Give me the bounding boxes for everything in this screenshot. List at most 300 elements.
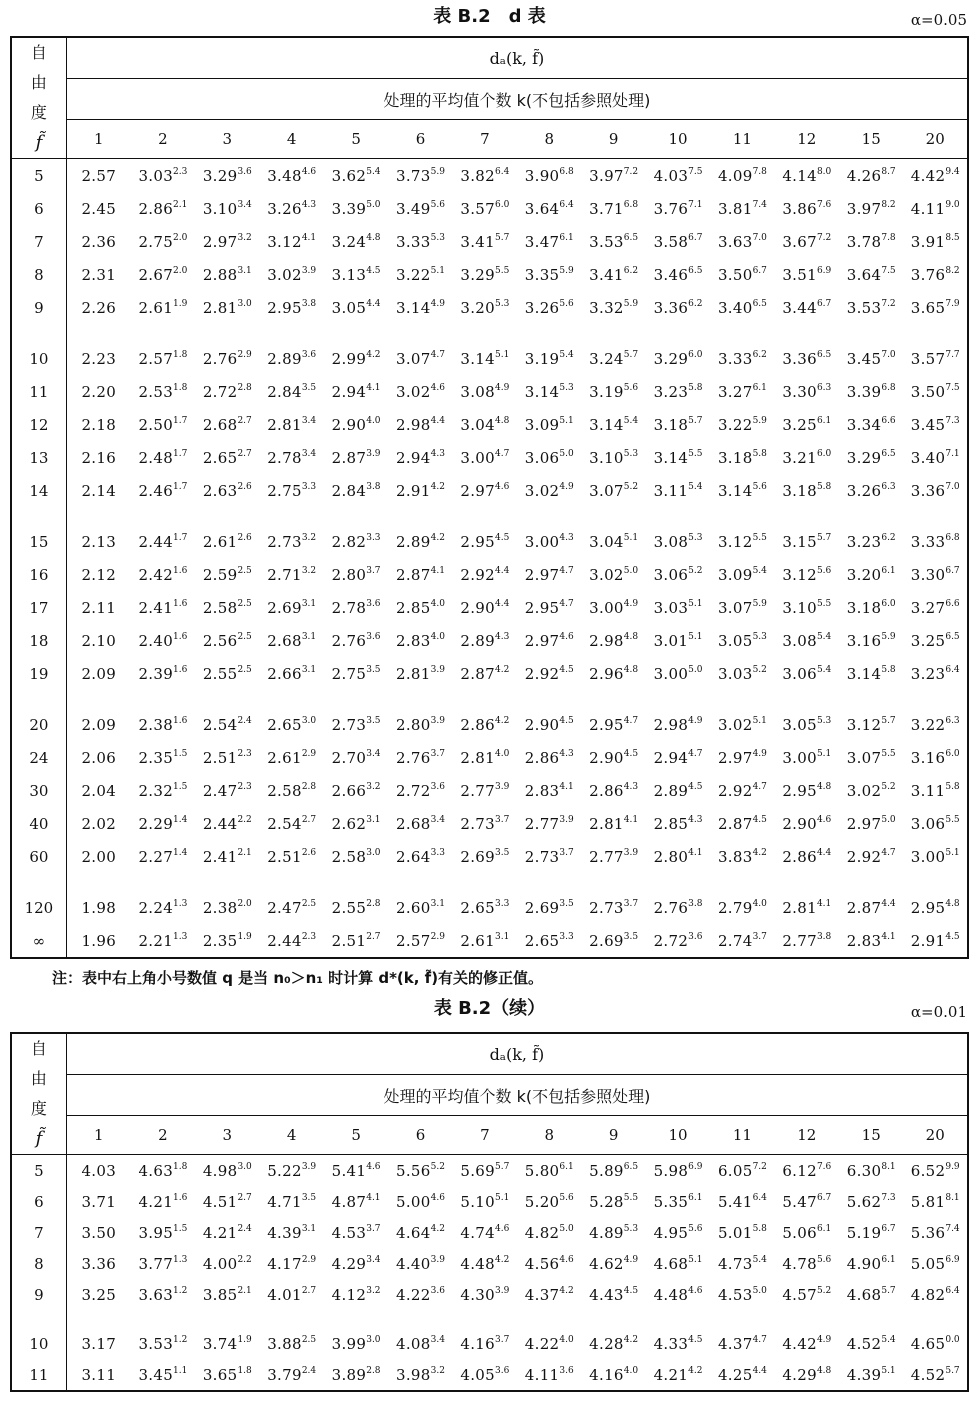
value-number: 3.77 — [138, 1254, 174, 1273]
correction-q: 4.6 — [495, 481, 510, 492]
correction-q: 4.9 — [688, 715, 703, 726]
value-cell — [517, 192, 581, 225]
correction-q: 7.5 — [881, 265, 896, 276]
correction-q: 5.4 — [623, 415, 639, 426]
value-cell — [453, 1217, 517, 1248]
value-number: 3.33 — [910, 532, 946, 551]
value-number: 2.95 — [910, 898, 946, 917]
value-cell — [839, 1359, 903, 1391]
correction-q: 6.4 — [752, 1192, 767, 1203]
value-number: 4.11 — [910, 199, 946, 218]
correction-q: 1.9 — [237, 931, 252, 942]
table2 — [10, 1032, 969, 1392]
value-number: 3.10 — [782, 598, 817, 617]
value-cell — [324, 258, 388, 291]
value-cell — [324, 441, 388, 474]
value-number: 2.80 — [331, 565, 367, 584]
table-row — [11, 474, 968, 507]
correction-q: 4.0 — [430, 631, 445, 642]
value-cell — [517, 1359, 581, 1391]
value-cell — [388, 1279, 452, 1310]
value-cell — [581, 840, 645, 873]
value-cell — [131, 1359, 195, 1391]
correction-q: 3.4 — [366, 748, 381, 759]
correction-q: 1.5 — [173, 781, 188, 792]
correction-q: 3.2 — [430, 1365, 445, 1376]
value-cell — [517, 1217, 581, 1248]
correction-q: 7.3 — [881, 1192, 896, 1203]
correction-q: 5.1 — [816, 748, 832, 759]
correction-q: 6.8 — [623, 199, 639, 210]
value-number: 2.68 — [267, 631, 302, 650]
value-cell — [839, 807, 903, 840]
correction-q: 7.8 — [752, 166, 767, 177]
row-label-f: 20 — [11, 708, 66, 741]
correction-q: 4.2 — [430, 1223, 445, 1234]
value-cell — [517, 807, 581, 840]
value-number: 2.61 — [202, 532, 238, 551]
row-label-f: 5 — [11, 159, 66, 193]
value-cell — [195, 840, 259, 873]
correction-q: 6.5 — [623, 1161, 639, 1172]
correction-q: 5.9 — [752, 415, 767, 426]
value-number: 3.18 — [782, 481, 817, 500]
correction-q: 2.5 — [237, 664, 252, 675]
table2-row-header-line: 度 — [30, 1099, 47, 1118]
value-number: 2.16 — [81, 448, 117, 467]
value-cell — [839, 375, 903, 408]
correction-q: 3.7 — [430, 748, 445, 759]
correction-q: 4.6 — [559, 1254, 574, 1265]
value-number: 3.14 — [589, 415, 624, 434]
value-number: 3.45 — [910, 415, 946, 434]
value-number: 5.28 — [589, 1192, 624, 1211]
value-cell — [66, 342, 130, 375]
table1-alpha: α=0.05 — [910, 11, 967, 29]
value-number: 3.76 — [653, 199, 689, 218]
correction-q: 4.0 — [366, 415, 381, 426]
correction-q: 3.9 — [430, 1254, 445, 1265]
correction-q: 3.2 — [366, 781, 381, 792]
value-cell — [131, 558, 195, 591]
correction-q: 1.5 — [173, 748, 188, 759]
value-number: 2.70 — [331, 748, 367, 767]
correction-q: 5.4 — [559, 349, 574, 360]
value-number: 2.73 — [267, 532, 302, 551]
row-label-f: 11 — [11, 375, 66, 408]
correction-q: 5.7 — [881, 715, 896, 726]
correction-q: 4.6 — [430, 382, 445, 393]
value-cell — [195, 1328, 259, 1359]
value-cell — [195, 291, 259, 324]
value-number: 2.73 — [460, 814, 495, 833]
k-header-cell: 5 — [324, 1115, 388, 1154]
correction-q: 1.2 — [173, 1334, 188, 1345]
value-cell — [195, 1279, 259, 1310]
value-cell — [903, 192, 968, 225]
value-cell — [646, 840, 710, 873]
value-number: 2.44 — [138, 532, 174, 551]
row-label-f: 10 — [11, 342, 66, 375]
table1-caption: 表 B.2 d 表 — [433, 6, 546, 27]
value-number: 3.00 — [910, 847, 946, 866]
value-cell — [260, 192, 324, 225]
value-cell — [581, 558, 645, 591]
value-number: 5.62 — [846, 1192, 882, 1211]
value-cell — [581, 408, 645, 441]
value-cell — [839, 657, 903, 690]
value-cell — [388, 525, 452, 558]
correction-q: 6.5 — [816, 349, 832, 360]
value-number: 2.74 — [717, 931, 753, 950]
correction-q: 5.6 — [752, 481, 767, 492]
value-cell — [903, 741, 968, 774]
value-number: 2.65 — [267, 715, 302, 734]
value-cell — [131, 408, 195, 441]
correction-q: 4.9 — [623, 1254, 639, 1265]
table-row — [11, 192, 968, 225]
value-number: 2.97 — [846, 814, 882, 833]
value-number: 2.83 — [846, 931, 882, 950]
correction-q: 4.2 — [559, 1285, 574, 1296]
k-header-cell: 7 — [453, 1115, 517, 1154]
table1-row-header — [11, 37, 66, 159]
value-number: 3.34 — [846, 415, 882, 434]
correction-q: 2.8 — [301, 781, 317, 792]
value-number: 3.64 — [846, 265, 882, 284]
value-number: 5.80 — [524, 1161, 560, 1180]
value-cell — [324, 192, 388, 225]
value-cell — [453, 657, 517, 690]
correction-q: 5.7 — [495, 1161, 510, 1172]
value-number: 3.40 — [717, 298, 753, 317]
value-number: 5.35 — [653, 1192, 689, 1211]
value-cell — [260, 1359, 324, 1391]
value-number: 2.97 — [202, 232, 238, 251]
correction-q: 3.6 — [688, 931, 703, 942]
value-number: 2.95 — [589, 715, 624, 734]
value-number: 4.40 — [396, 1254, 431, 1273]
value-number: 3.36 — [910, 481, 946, 500]
value-number: 2.98 — [589, 631, 624, 650]
value-cell — [517, 159, 581, 193]
correction-q: 4.1 — [430, 565, 445, 576]
value-cell — [195, 774, 259, 807]
value-number: 2.06 — [81, 748, 117, 767]
value-cell — [710, 441, 774, 474]
correction-q: 3.2 — [301, 565, 317, 576]
correction-q: 6.1 — [881, 1254, 896, 1265]
value-number: 2.69 — [460, 847, 495, 866]
value-cell — [581, 441, 645, 474]
value-number: 3.14 — [396, 298, 431, 317]
value-number: 2.76 — [653, 898, 689, 917]
correction-q: 5.5 — [945, 814, 960, 825]
value-cell — [775, 525, 839, 558]
spacer-cell — [11, 507, 66, 525]
value-cell — [903, 774, 968, 807]
value-cell — [324, 291, 388, 324]
value-number: 4.68 — [653, 1254, 689, 1273]
correction-q: 2.2 — [237, 1254, 252, 1265]
value-cell — [324, 1248, 388, 1279]
value-number: 2.41 — [138, 598, 174, 617]
correction-q: 2.6 — [301, 847, 317, 858]
value-number: 3.15 — [782, 532, 817, 551]
table1-row-header-line: 度 — [30, 103, 47, 122]
correction-q: 4.9 — [430, 298, 445, 309]
correction-q: 4.4 — [752, 1365, 767, 1376]
correction-q: 6.5 — [623, 232, 639, 243]
correction-q: 3.6 — [366, 631, 381, 642]
row-label-f: 11 — [11, 1359, 66, 1391]
row-label-f: 14 — [11, 474, 66, 507]
value-number: 2.65 — [202, 448, 238, 467]
correction-q: 1.9 — [173, 298, 188, 309]
correction-q: 5.0 — [559, 1223, 574, 1234]
value-number: 3.57 — [460, 199, 495, 218]
correction-q: 2.4 — [301, 1365, 317, 1376]
correction-q: 4.2 — [430, 481, 445, 492]
correction-q: 3.8 — [301, 298, 317, 309]
spacer-cell — [11, 873, 66, 891]
value-number: 2.57 — [396, 931, 431, 950]
value-cell — [839, 441, 903, 474]
value-cell — [581, 1248, 645, 1279]
correction-q: 3.5 — [495, 847, 510, 858]
correction-q: 3.9 — [301, 265, 317, 276]
value-cell — [324, 1217, 388, 1248]
row-label-f: 40 — [11, 807, 66, 840]
value-number: 3.02 — [267, 265, 302, 284]
value-cell — [453, 1359, 517, 1391]
value-cell — [839, 1328, 903, 1359]
value-number: 2.51 — [267, 847, 302, 866]
value-cell — [517, 840, 581, 873]
value-cell — [775, 1186, 839, 1217]
value-number: 2.81 — [460, 748, 495, 767]
value-cell — [131, 1217, 195, 1248]
correction-q: 2.9 — [237, 349, 252, 360]
value-number: 3.63 — [717, 232, 753, 251]
value-number: 3.29 — [846, 448, 882, 467]
group-spacer — [11, 1310, 968, 1328]
correction-q: 6.6 — [945, 598, 960, 609]
value-number: 3.39 — [846, 382, 882, 401]
correction-q: 5.2 — [881, 781, 896, 792]
correction-q: 3.3 — [495, 898, 510, 909]
correction-q: 4.5 — [688, 1334, 703, 1345]
value-number: 3.14 — [653, 448, 689, 467]
value-number: 3.29 — [460, 265, 495, 284]
value-cell — [517, 1186, 581, 1217]
k-header-cell: 8 — [517, 119, 581, 158]
row-label-f: 18 — [11, 624, 66, 657]
value-number: 3.26 — [524, 298, 560, 317]
value-number: 2.38 — [202, 898, 238, 917]
value-number: 5.36 — [910, 1223, 946, 1242]
value-cell — [260, 441, 324, 474]
value-number: 2.69 — [267, 598, 302, 617]
value-number: 3.36 — [81, 1254, 117, 1273]
value-number: 3.91 — [910, 232, 946, 251]
value-number: 3.05 — [782, 715, 817, 734]
value-cell — [388, 840, 452, 873]
k-header-cell: 4 — [260, 1115, 324, 1154]
correction-q: 5.7 — [623, 349, 639, 360]
value-cell — [646, 1186, 710, 1217]
correction-q: 3.9 — [495, 781, 510, 792]
value-number: 4.16 — [460, 1334, 495, 1353]
value-number: 2.18 — [81, 415, 117, 434]
value-number: 4.37 — [524, 1285, 560, 1304]
value-cell — [517, 225, 581, 258]
correction-q: 5.9 — [752, 598, 767, 609]
table1-row-header-f: f̃ — [35, 132, 43, 153]
value-number: 2.61 — [267, 748, 302, 767]
value-number: 2.81 — [267, 415, 302, 434]
value-cell — [66, 408, 130, 441]
value-cell — [775, 408, 839, 441]
value-number: 2.96 — [589, 664, 624, 683]
value-cell — [131, 1248, 195, 1279]
value-number: 3.07 — [846, 748, 882, 767]
correction-q: 6.3 — [945, 715, 960, 726]
value-number: 3.36 — [653, 298, 689, 317]
value-number: 4.63 — [138, 1161, 174, 1180]
correction-q: 4.5 — [688, 781, 703, 792]
table-row — [11, 1279, 968, 1310]
value-cell — [260, 840, 324, 873]
value-number: 2.35 — [202, 931, 238, 950]
correction-q: 6.2 — [623, 265, 639, 276]
value-cell — [195, 225, 259, 258]
correction-q: 5.3 — [559, 382, 574, 393]
value-number: 3.90 — [524, 166, 560, 185]
value-number: 2.58 — [267, 781, 302, 800]
value-cell — [517, 258, 581, 291]
value-number: 3.30 — [782, 382, 817, 401]
correction-q: 7.0 — [752, 232, 767, 243]
value-cell — [195, 624, 259, 657]
value-number: 3.24 — [589, 349, 624, 368]
value-number: 3.08 — [460, 382, 495, 401]
value-number: 2.68 — [396, 814, 431, 833]
value-cell — [324, 408, 388, 441]
value-number: 2.80 — [396, 715, 431, 734]
value-cell — [388, 258, 452, 291]
correction-q: 7.4 — [945, 1223, 960, 1234]
value-cell — [195, 441, 259, 474]
value-cell — [646, 1217, 710, 1248]
correction-q: 6.5 — [881, 448, 896, 459]
correction-q: 4.8 — [945, 898, 960, 909]
value-cell — [195, 1248, 259, 1279]
value-number: 2.31 — [81, 265, 117, 284]
value-number: 2.57 — [138, 349, 174, 368]
value-number: 6.12 — [782, 1161, 817, 1180]
correction-q: 7.7 — [945, 349, 960, 360]
correction-q: 5.1 — [623, 532, 639, 543]
value-number: 3.82 — [460, 166, 495, 185]
correction-q: 4.0 — [623, 1365, 639, 1376]
correction-q: 3.1 — [301, 631, 317, 642]
value-number: 2.77 — [460, 781, 495, 800]
value-cell — [195, 924, 259, 958]
value-cell — [260, 558, 324, 591]
table-row — [11, 891, 968, 924]
correction-q: 1.6 — [173, 664, 188, 675]
value-number: 5.81 — [910, 1192, 946, 1211]
correction-q: 1.6 — [173, 598, 188, 609]
correction-q: 4.7 — [430, 349, 445, 360]
value-cell — [260, 1248, 324, 1279]
value-cell — [710, 741, 774, 774]
value-cell — [839, 840, 903, 873]
value-cell — [903, 225, 968, 258]
value-number: 4.03 — [81, 1161, 117, 1180]
value-cell — [775, 192, 839, 225]
value-number: 2.77 — [524, 814, 560, 833]
value-number: 3.04 — [589, 532, 624, 551]
value-cell — [260, 1328, 324, 1359]
correction-q: 5.2 — [430, 1161, 445, 1172]
correction-q: 6.9 — [688, 1161, 703, 1172]
value-cell — [131, 657, 195, 690]
correction-q: 2.1 — [237, 1285, 252, 1296]
value-cell — [646, 1155, 710, 1187]
value-cell — [260, 657, 324, 690]
correction-q: 3.1 — [366, 814, 381, 825]
value-number: 2.85 — [653, 814, 689, 833]
correction-q: 2.8 — [237, 382, 252, 393]
value-cell — [581, 1279, 645, 1310]
correction-q: 6.1 — [752, 382, 767, 393]
correction-q: 1.6 — [173, 631, 188, 642]
correction-q: 5.1 — [688, 598, 703, 609]
value-cell — [388, 342, 452, 375]
value-number: 2.84 — [267, 382, 302, 401]
value-cell — [775, 591, 839, 624]
correction-q: 3.6 — [237, 166, 252, 177]
k-header-cell: 10 — [646, 1115, 710, 1154]
correction-q: 4.0 — [495, 748, 510, 759]
value-number: 2.76 — [202, 349, 238, 368]
value-cell — [324, 558, 388, 591]
value-cell — [195, 741, 259, 774]
value-cell — [775, 657, 839, 690]
value-number: 2.23 — [81, 349, 117, 368]
value-number: 2.90 — [782, 814, 817, 833]
value-number: 3.95 — [138, 1223, 174, 1242]
value-cell — [388, 408, 452, 441]
correction-q: 6.1 — [816, 415, 832, 426]
value-number: 2.66 — [331, 781, 367, 800]
value-cell — [646, 258, 710, 291]
value-cell — [131, 441, 195, 474]
value-number: 5.69 — [460, 1161, 495, 1180]
value-number: 4.42 — [782, 1334, 817, 1353]
value-number: 2.64 — [396, 847, 431, 866]
value-number: 3.50 — [81, 1223, 117, 1242]
value-cell — [66, 375, 130, 408]
correction-q: 7.2 — [623, 166, 639, 177]
correction-q: 4.9 — [623, 598, 639, 609]
value-number: 2.58 — [331, 847, 367, 866]
value-number: 3.29 — [653, 349, 689, 368]
value-number: 3.98 — [396, 1365, 431, 1384]
value-number: 2.87 — [460, 664, 495, 683]
